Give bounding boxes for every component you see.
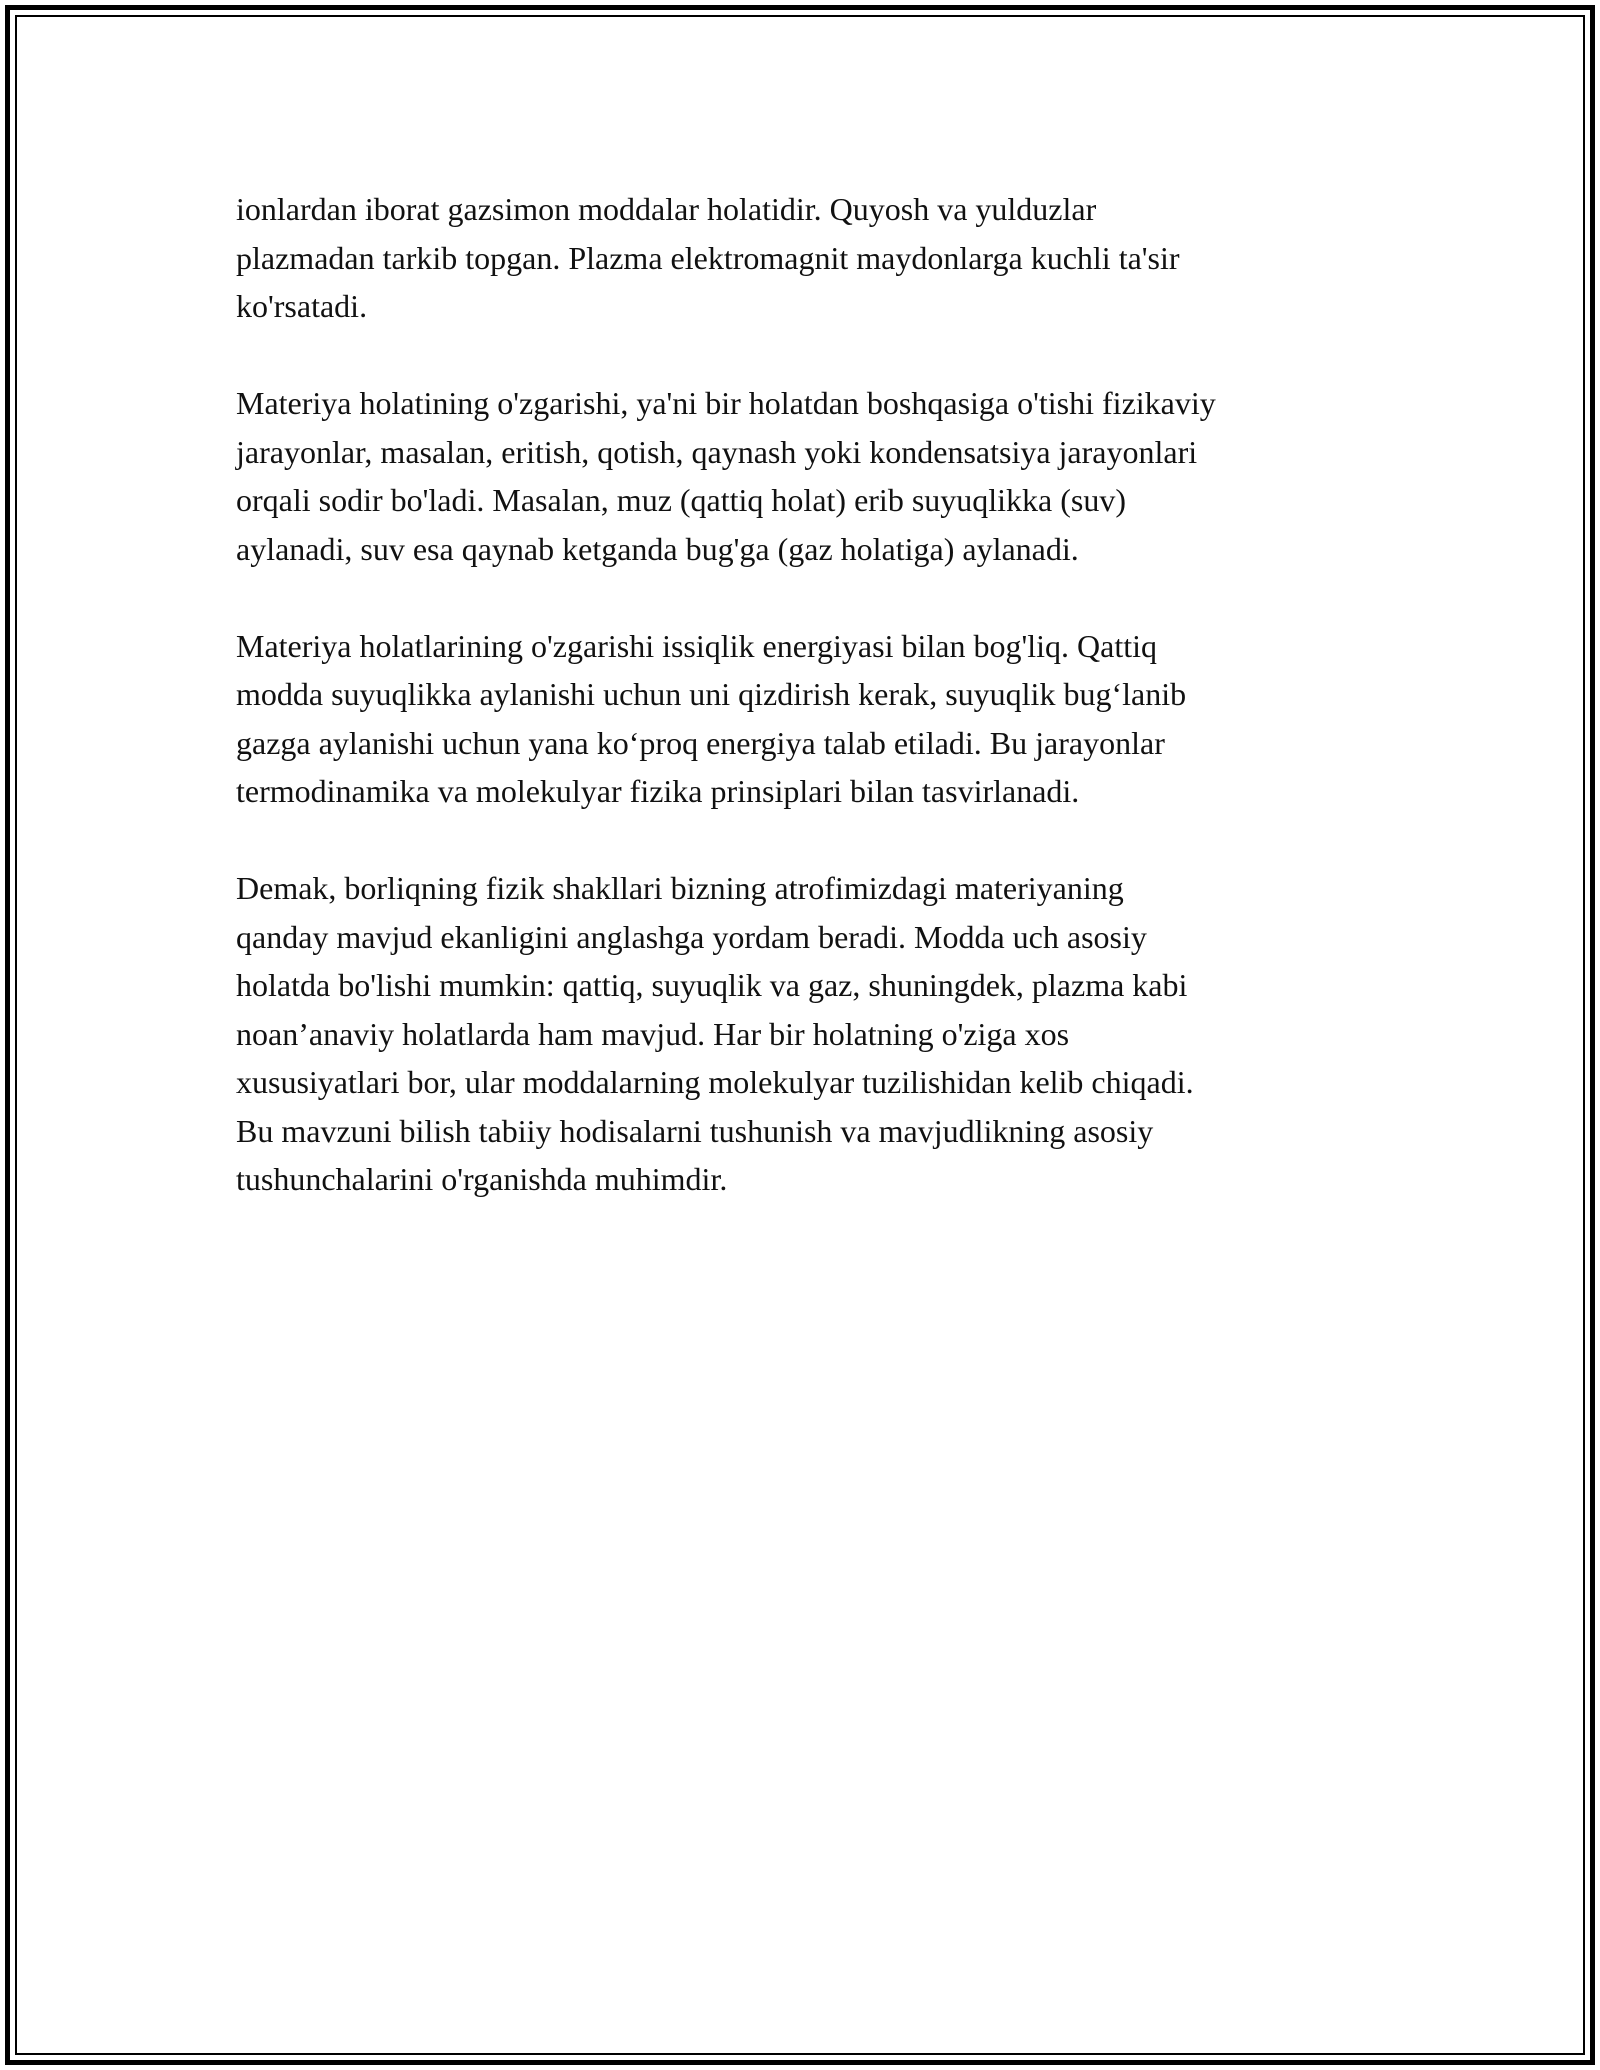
paragraph-line: modda suyuqlikka aylanishi uchun uni qizdirish kerak, suyuqlik bug‘lanib (236, 676, 1187, 712)
paragraph-line: ionlardan iborat gazsimon moddalar holatidir. Quyosh va yulduzlar (236, 191, 1097, 227)
paragraph-line: tushunchalarini o'rganishda muhimdir. (236, 1161, 728, 1197)
paragraph-4 (236, 864, 1366, 1204)
paragraph-3 (236, 622, 1366, 816)
paragraph-2 (236, 379, 1366, 573)
paragraph-line: termodinamika va molekulyar fizika prinsiplari bilan tasvirlanadi. (236, 773, 1080, 809)
paragraph-line: ko'rsatadi. (236, 288, 368, 324)
paragraph-line: orqali sodir bo'ladi. Masalan, muz (qattiq holat) erib suyuqlikka (suv) (236, 482, 1127, 518)
paragraph-line: Materiya holatining o'zgarishi, ya'ni bir holatdan boshqasiga o'tishi fizikaviy (236, 385, 1216, 421)
paragraph-line: Demak, borliqning fizik shakllari bizning atrofimizdagi materiyaning (236, 870, 1124, 906)
paragraph-line: plazmadan tarkib topgan. Plazma elektromagnit maydonlarga kuchli ta'sir (236, 239, 1180, 276)
paragraph-line: Bu mavzuni bilish tabiiy hodisalarni tushunish va mavjudlikning asosiy (236, 1112, 1154, 1149)
paragraph-line: jarayonlar, masalan, eritish, qotish, qaynash yoki kondensatsiya jarayonlari (236, 433, 1198, 470)
paragraph-line: aylanadi, suv esa qaynab ketganda bug'ga (gaz holatiga) aylanadi. (236, 530, 1079, 567)
document-body (236, 185, 1366, 1252)
paragraph-line: noan’anaviy holatlarda ham mavjud. Har bir holatning o'ziga xos (236, 1015, 1070, 1052)
paragraph-line: holatda bo'lishi mumkin: qattiq, suyuqlik va gaz, shuningdek, plazma kabi (236, 967, 1188, 1003)
paragraph-line: xususiyatlari bor, ular moddalarning molekulyar tuzilishidan kelib chiqadi. (236, 1064, 1194, 1100)
paragraph-1 (236, 185, 1366, 331)
paragraph-line: Materiya holatlarining o'zgarishi issiqlik energiyasi bilan bog'liq. Qattiq (236, 627, 1157, 664)
paragraph-line: gazga aylanishi uchun yana ko‘proq energiya talab etiladi. Bu jarayonlar (236, 724, 1165, 761)
paragraph-line: qanday mavjud ekanligini anglashga yordam beradi. Modda uch asosiy (236, 918, 1147, 955)
